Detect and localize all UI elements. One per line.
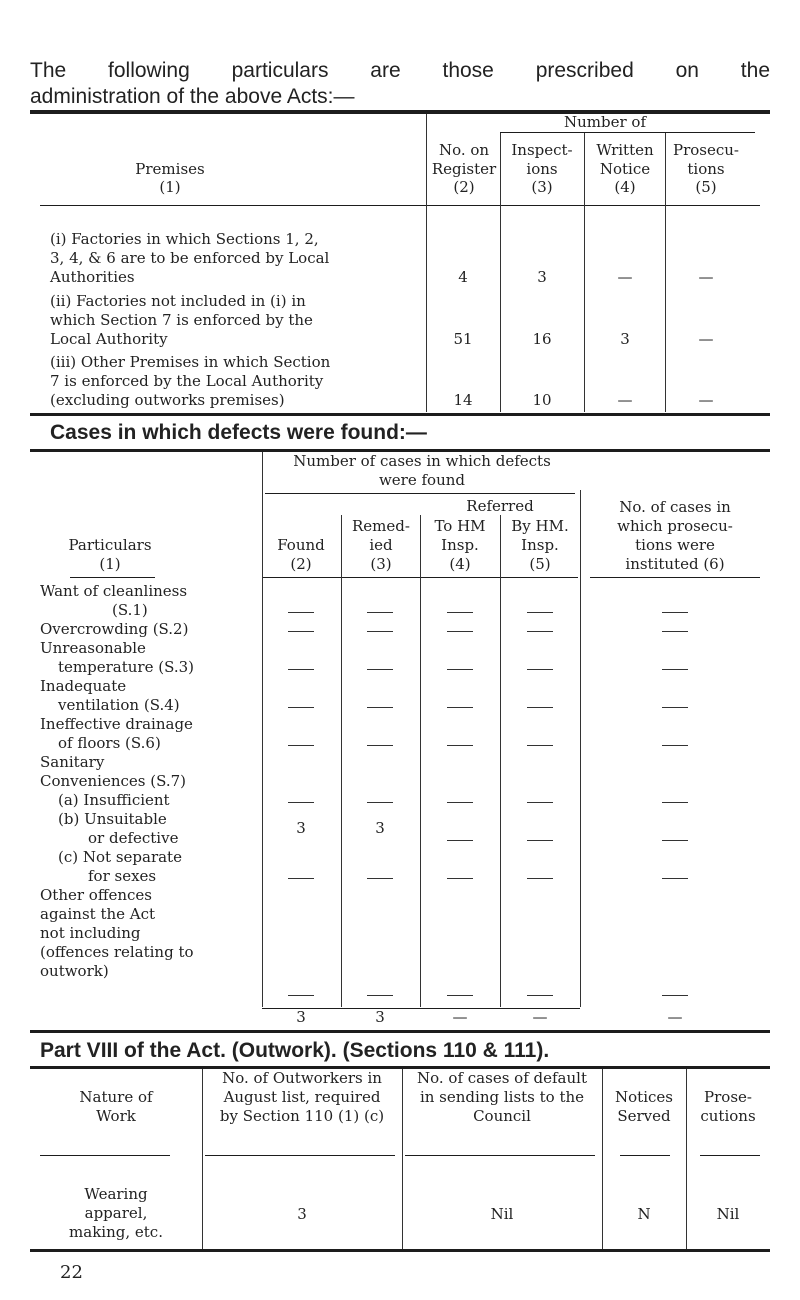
table1-divider xyxy=(665,133,666,412)
table2-row-label xyxy=(40,620,262,639)
row-text: Unreasonable xyxy=(40,639,146,657)
empty-cell-dash xyxy=(527,612,553,613)
table1-cell: 3 xyxy=(620,330,630,348)
row-text: not including xyxy=(40,924,141,942)
table1-bottom-rule xyxy=(30,413,770,416)
table2-bottom-rule xyxy=(30,1030,770,1033)
row-text: (a) Insufficient xyxy=(58,791,170,809)
table2-header-rule xyxy=(590,577,760,578)
table2-row-label xyxy=(40,715,262,753)
table2-row-label xyxy=(40,582,262,620)
table3-nature-a: Wearing xyxy=(84,1185,148,1203)
table2-col6-label-c: tions were xyxy=(635,536,715,554)
empty-cell-dash xyxy=(367,878,393,879)
table3-prosecutions: Nil xyxy=(716,1205,740,1223)
empty-cell-dash xyxy=(662,878,688,879)
table3-col4-a: Notices xyxy=(615,1088,673,1106)
empty-cell-dash xyxy=(447,669,473,670)
table1-col4-num: (4) xyxy=(614,178,636,196)
empty-cell-dash xyxy=(447,840,473,841)
table2-group-header-a: Number of cases in which defects xyxy=(293,452,551,470)
empty-cell-dash xyxy=(662,840,688,841)
table3-default: Nil xyxy=(490,1205,514,1223)
table1-row-label xyxy=(50,230,420,287)
table3-notices: N xyxy=(637,1205,651,1223)
table1-col5-label-b: tions xyxy=(687,160,725,178)
table2-total: — xyxy=(532,1008,548,1026)
table3-header-rule xyxy=(405,1155,595,1156)
empty-cell-dash xyxy=(367,631,393,632)
empty-cell-dash xyxy=(447,612,473,613)
table1-col4-label-a: Written xyxy=(596,141,654,159)
table3-col2-c: by Section 110 (1) (c) xyxy=(219,1107,385,1125)
empty-cell-dash xyxy=(662,995,688,996)
table1-row-label xyxy=(50,353,420,410)
table2-row-label xyxy=(40,753,262,810)
empty-cell-dash xyxy=(447,802,473,803)
table1-divider xyxy=(584,133,585,412)
empty-cell-dash xyxy=(662,802,688,803)
table1-cell: — xyxy=(698,330,714,348)
table2-col1-label: Particulars xyxy=(68,536,152,554)
row-text: 3, 4, & 6 are to be enforced by Local xyxy=(50,249,330,267)
empty-cell-dash xyxy=(288,612,314,613)
table1-cell: — xyxy=(698,391,714,409)
empty-cell-dash xyxy=(288,707,314,708)
row-text: Other offences xyxy=(40,886,153,904)
table1-cell: 3 xyxy=(537,268,547,286)
table1-divider xyxy=(500,133,501,412)
empty-cell-dash xyxy=(662,612,688,613)
empty-cell-dash xyxy=(288,995,314,996)
row-text: Local Authority xyxy=(50,330,168,348)
table2-row-label xyxy=(40,848,262,886)
row-text: Overcrowding (S.2) xyxy=(40,620,189,638)
table2-group-header-b: were found xyxy=(378,471,466,489)
row-text: Inadequate xyxy=(40,677,127,695)
table1-cell: 4 xyxy=(458,268,468,286)
table3-col2-a: No. of Outworkers in xyxy=(222,1069,382,1087)
table1-row-label xyxy=(50,292,420,349)
table2-divider xyxy=(420,515,421,1007)
empty-cell-dash xyxy=(288,802,314,803)
table1-col1-num: (1) xyxy=(159,178,181,196)
table2-row-label xyxy=(40,639,262,677)
table1-cell: 10 xyxy=(532,391,552,409)
table2-col2-label: Found xyxy=(277,536,325,554)
table2-col6-label-a: No. of cases in xyxy=(619,498,731,516)
empty-cell-dash xyxy=(527,802,553,803)
table2-divider xyxy=(262,452,263,1007)
table3-nature-c: making, etc. xyxy=(69,1223,163,1241)
table1-col3-label-b: ions xyxy=(526,160,558,178)
empty-cell-dash xyxy=(447,878,473,879)
table1-col5-num: (5) xyxy=(695,178,717,196)
table2-col3-num: (3) xyxy=(370,555,392,573)
table3-header-rule xyxy=(700,1155,760,1156)
row-text: of floors (S.6) xyxy=(58,734,161,752)
intro-line-2: administration of the above Acts:— xyxy=(30,85,355,108)
table2-col5-label-a: By HM. xyxy=(511,517,569,535)
table2-col3-label-a: Remed- xyxy=(352,517,410,535)
table1-col4-label-b: Notice xyxy=(599,160,651,178)
table2-col6-label-d: instituted (6) xyxy=(625,555,725,573)
table3-col1-a: Nature of xyxy=(79,1088,153,1106)
table1-cell: — xyxy=(698,268,714,286)
row-text: Sanitary xyxy=(40,753,105,771)
page-number: 22 xyxy=(60,1262,83,1283)
row-text: (offences relating to xyxy=(40,943,194,961)
row-text: ventilation (S.4) xyxy=(58,696,180,714)
table2-row-label xyxy=(40,677,262,715)
table2-row-label xyxy=(40,886,262,981)
table3-header-rule xyxy=(620,1155,670,1156)
table2-col4-label-b: Insp. xyxy=(441,536,479,554)
empty-cell-dash xyxy=(367,669,393,670)
empty-cell-dash xyxy=(662,745,688,746)
table2-col1-underline xyxy=(70,577,155,578)
table1-col5-label-a: Prosecu- xyxy=(673,141,739,159)
intro-line-1: The following particulars are those prescribed on the xyxy=(30,59,770,82)
table2-divider xyxy=(500,515,501,1007)
row-text: Authorities xyxy=(50,268,135,286)
table1-cell: — xyxy=(617,268,633,286)
table3-col4-b: Served xyxy=(617,1107,671,1125)
table2-referred: Referred xyxy=(466,497,534,515)
table1-group-rule xyxy=(500,132,755,133)
table1-header-rule xyxy=(40,205,760,206)
row-text: temperature (S.3) xyxy=(58,658,194,676)
empty-cell-dash xyxy=(527,745,553,746)
row-text: against the Act xyxy=(40,905,156,923)
empty-cell-dash xyxy=(367,707,393,708)
empty-cell-dash xyxy=(527,707,553,708)
empty-cell-dash xyxy=(288,669,314,670)
table1-cell: — xyxy=(617,391,633,409)
table2-col4-label-a: To HM xyxy=(434,517,486,535)
table2-title: Cases in which defects were found:— xyxy=(50,421,427,444)
table2-group-rule xyxy=(265,493,575,494)
table2-cell: 3 xyxy=(375,819,385,837)
empty-cell-dash xyxy=(367,612,393,613)
table2-col1-num: (1) xyxy=(99,555,121,573)
empty-cell-dash xyxy=(447,995,473,996)
row-text: or defective xyxy=(88,829,179,847)
row-text: Want of cleanliness xyxy=(40,582,188,600)
empty-cell-dash xyxy=(367,802,393,803)
row-text: (S.1) xyxy=(112,601,148,619)
row-text: (ii) Factories not included in (i) in xyxy=(50,292,306,310)
row-text: (c) Not separate xyxy=(58,848,182,866)
table1-col1-label: Premises xyxy=(135,160,205,178)
table3-col3-a: No. of cases of default xyxy=(417,1069,587,1087)
table2-col2-num: (2) xyxy=(290,555,312,573)
table2-total: 3 xyxy=(375,1008,385,1026)
table1-col3-num: (3) xyxy=(531,178,553,196)
empty-cell-dash xyxy=(662,669,688,670)
table3-col1-b: Work xyxy=(96,1107,136,1125)
table1-cell: 51 xyxy=(453,330,473,348)
empty-cell-dash xyxy=(662,707,688,708)
row-text: (excluding outworks premises) xyxy=(50,391,285,409)
row-text: Ineffective drainage xyxy=(40,715,193,733)
table2-total: — xyxy=(667,1008,683,1026)
table3-col3-c: Council xyxy=(473,1107,531,1125)
row-text: (i) Factories in which Sections 1, 2, xyxy=(50,230,319,248)
empty-cell-dash xyxy=(527,878,553,879)
table3-outworkers: 3 xyxy=(297,1205,307,1223)
intro-paragraph xyxy=(30,58,770,110)
empty-cell-dash xyxy=(447,707,473,708)
table2-divider xyxy=(580,490,581,1007)
table2-col6-label-b: which prosecu- xyxy=(617,517,733,535)
table1-group-header: Number of xyxy=(563,113,646,131)
table3-col3-b: in sending lists to the xyxy=(419,1088,585,1106)
table1-col3-label-a: Inspect- xyxy=(511,141,573,159)
row-text: Conveniences (S.7) xyxy=(40,772,187,790)
table1-col2-label-a: No. on xyxy=(438,141,490,159)
empty-cell-dash xyxy=(447,745,473,746)
table3-header-rule xyxy=(40,1155,170,1156)
empty-cell-dash xyxy=(288,745,314,746)
table3-col5-b: cutions xyxy=(700,1107,756,1125)
empty-cell-dash xyxy=(367,745,393,746)
table1-divider xyxy=(426,114,427,412)
row-text: for sexes xyxy=(88,867,157,885)
empty-cell-dash xyxy=(288,878,314,879)
empty-cell-dash xyxy=(527,669,553,670)
table2-divider xyxy=(341,515,342,1007)
table3-nature-b: apparel, xyxy=(84,1204,148,1222)
row-text: (b) Unsuitable xyxy=(58,810,167,828)
table1-col2-label-b: Register xyxy=(431,160,497,178)
empty-cell-dash xyxy=(367,995,393,996)
table2-cell: 3 xyxy=(296,819,306,837)
row-text: which Section 7 is enforced by the xyxy=(50,311,313,329)
table2-total: — xyxy=(452,1008,468,1026)
table2-col3-label-b: ied xyxy=(369,536,393,554)
table2-col4-num: (4) xyxy=(449,555,471,573)
table3-header-rule xyxy=(205,1155,395,1156)
table2-row-label xyxy=(40,810,262,848)
empty-cell-dash xyxy=(288,631,314,632)
row-text: 7 is enforced by the Local Authority xyxy=(50,372,324,390)
empty-cell-dash xyxy=(447,631,473,632)
table1-col2-num: (2) xyxy=(453,178,475,196)
table3-bottom-rule xyxy=(30,1249,770,1252)
table3-title: Part VIII of the Act. (Outwork). (Sections 110 & 111). xyxy=(40,1039,550,1062)
table2-total: 3 xyxy=(296,1008,306,1026)
empty-cell-dash xyxy=(527,840,553,841)
table1-cell: 14 xyxy=(453,391,473,409)
empty-cell-dash xyxy=(527,631,553,632)
table3-col2-b: August list, required xyxy=(223,1088,381,1106)
empty-cell-dash xyxy=(662,631,688,632)
empty-cell-dash xyxy=(527,995,553,996)
table1-cell: 16 xyxy=(532,330,552,348)
table3-col5-a: Prose- xyxy=(704,1088,752,1106)
row-text: outwork) xyxy=(40,962,109,980)
table2-col5-label-b: Insp. xyxy=(521,536,559,554)
table2-col5-num: (5) xyxy=(529,555,551,573)
row-text: (iii) Other Premises in which Section xyxy=(50,353,331,371)
